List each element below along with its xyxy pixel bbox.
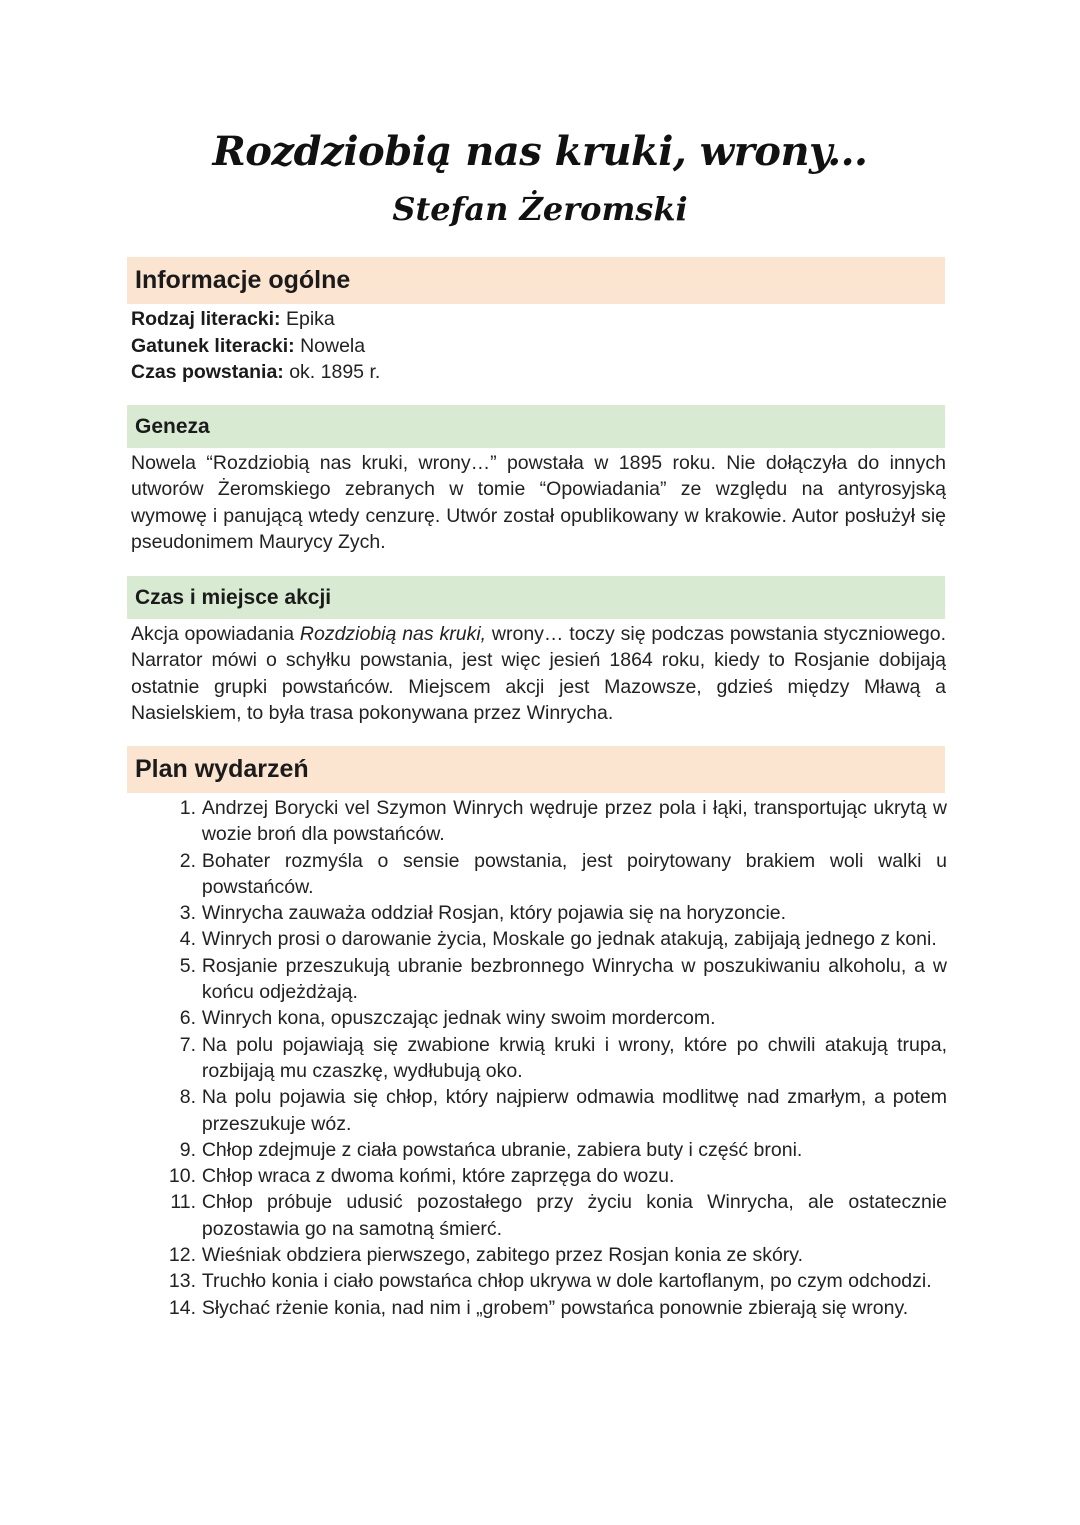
document-title: Rozdziobią nas kruki, wrony... (212, 128, 868, 175)
plan-list-item (160, 1295, 947, 1321)
plan-item-text: Rosjanie przeszukują ubranie bezbronnego Winrycha w poszukiwaniu alkoholu, a w końcu odjeżdżają. (201, 954, 947, 1004)
czas-text-before: Akcja opowiadania (131, 623, 300, 645)
info-label: Gatunek literacki: (131, 334, 295, 357)
plan-item-number: 2. (179, 849, 196, 872)
plan-item-number: 12. (168, 1244, 196, 1267)
plan-item-number: 1. (179, 797, 196, 819)
info-row-czas (131, 359, 380, 386)
plan-item-text: Na polu pojawia się chłop, który najpierw odmawia modlitwę nad zmarłym, a potem przeszukuje wóz. (201, 1086, 947, 1135)
info-value: Nowela (294, 334, 366, 357)
plan-item-number: 7. (179, 1033, 196, 1056)
info-row-rodzaj (131, 306, 380, 333)
plan-item-number: 5. (179, 954, 196, 977)
plan-item-text: Winrych kona, opuszczając jednak winy swoim mordercom. (201, 1007, 716, 1030)
plan-list-item (160, 953, 947, 1006)
section-heading-info-label: Informacje ogólne (135, 266, 351, 294)
plan-list-item (160, 1005, 947, 1031)
plan-list-item (160, 1268, 947, 1294)
section-heading-geneza-label: Geneza (135, 414, 210, 438)
plan-list-item (160, 1189, 947, 1242)
plan-item-number: 9. (179, 1138, 196, 1161)
plan-list-item (160, 1242, 947, 1268)
plan-list-item (160, 795, 947, 848)
plan-list-item (160, 1084, 947, 1137)
plan-item-text: Winrycha zauważa oddział Rosjan, który pojawia się na horyzoncie. (201, 902, 787, 925)
plan-item-text: Chłop zdejmuje z ciała powstańca ubranie, zabiera buty i część broni. (201, 1138, 803, 1161)
plan-item-text: Winrych prosi o darowanie życia, Moskale go jednak atakują, zabijają jednego z koni. (201, 928, 937, 951)
plan-item-text: Truchło konia i ciało powstańca chłop ukrywa w dole kartoflanym, po czym odchodzi. (201, 1270, 932, 1293)
czas-text-italic: Rozdziobią nas kruki, (299, 623, 487, 645)
plan-list-item (160, 1032, 947, 1085)
plan-item-text: Chłop wraca z dwoma końmi, które zaprzęga do wozu. (201, 1165, 675, 1188)
section-heading-czas-label: Czas i miejsce akcji (135, 585, 332, 609)
plan-item-number: 14. (168, 1296, 196, 1319)
czas-text-after: wrony… toczy się podczas powstania styczniowego. Narrator mówi o schyłku powstania, jest więc jesień 1864 roku, kiedy to Rosjanie dobijają ostatnie grupki powstańców. Miejscem akcji jest Mazowsze, gdzieś między Mławą a Nasielskiem, to była trasa pokonywana przez Winrycha. (131, 623, 947, 725)
plan-item-number: 10. (168, 1165, 196, 1188)
info-row-gatunek (131, 333, 380, 360)
info-value: Epika (280, 308, 335, 330)
plan-list-item (160, 1137, 947, 1163)
document-author: Stefan Żeromski (392, 190, 688, 228)
plan-item-text: Chłop próbuje udusić pozostałego przy życiu konia Winrycha, ale ostatecznie pozostawia go na samotną śmierć. (201, 1191, 947, 1240)
geneza-paragraph: Nowela “Rozdziobią nas kruki, wrony…” powstała w 1895 roku. Nie dołączyła do innych utworów Żeromskiego zebranych w tomie “Opowiadania” ze względu na antyrosyjską wymowę i panującą wtedy cenzurę. Utwór został opublikowany w krakowie. Autor posłużył się pseudonimem Maurycy Zych. (131, 452, 946, 554)
section-heading-geneza (127, 405, 945, 448)
section-heading-plan-label: Plan wydarzeń (135, 755, 309, 783)
plan-item-number: 13. (168, 1270, 196, 1293)
plan-item-number: 6. (179, 1007, 196, 1030)
plan-item-number: 11. (170, 1191, 196, 1214)
plan-item-number: 3. (179, 902, 196, 925)
plan-item-text: Bohater rozmyśla o sensie powstania, jest poirytowany brakiem woli walki u powstańców. (201, 849, 947, 898)
info-label: Rodzaj literacki: (131, 308, 281, 330)
section-heading-info (127, 257, 945, 304)
plan-item-text: Na polu pojawiają się zwabione krwią kruki i wrony, które po chwili atakują trupa, rozbijają mu czaszkę, wydłubują oko. (201, 1033, 947, 1082)
plan-list-item (160, 926, 947, 952)
info-label: Czas powstania: (131, 361, 284, 383)
plan-item-number: 8. (179, 1086, 196, 1109)
plan-list-item (160, 900, 947, 926)
plan-item-text: Wieśniak obdziera pierwszego, zabitego przez Rosjan konia ze skóry. (201, 1244, 804, 1267)
section-heading-plan (127, 746, 945, 793)
plan-list-item (160, 848, 947, 901)
info-value: ok. 1895 r. (283, 361, 381, 383)
plan-item-number: 4. (179, 928, 196, 951)
plan-item-text: Andrzej Borycki vel Szymon Winrych wędruje przez pola i łąki, transportując ukrytą w wozie broń dla powstańców. (201, 797, 947, 846)
plan-item-text: Słychać rżenie konia, nad nim i „grobem” powstańca ponownie zbierają się wrony. (201, 1296, 909, 1319)
info-list (131, 306, 380, 386)
czas-paragraph (131, 621, 946, 727)
plan-list-item (160, 1163, 947, 1189)
plan-list (160, 795, 947, 1321)
section-heading-czas (127, 576, 945, 619)
